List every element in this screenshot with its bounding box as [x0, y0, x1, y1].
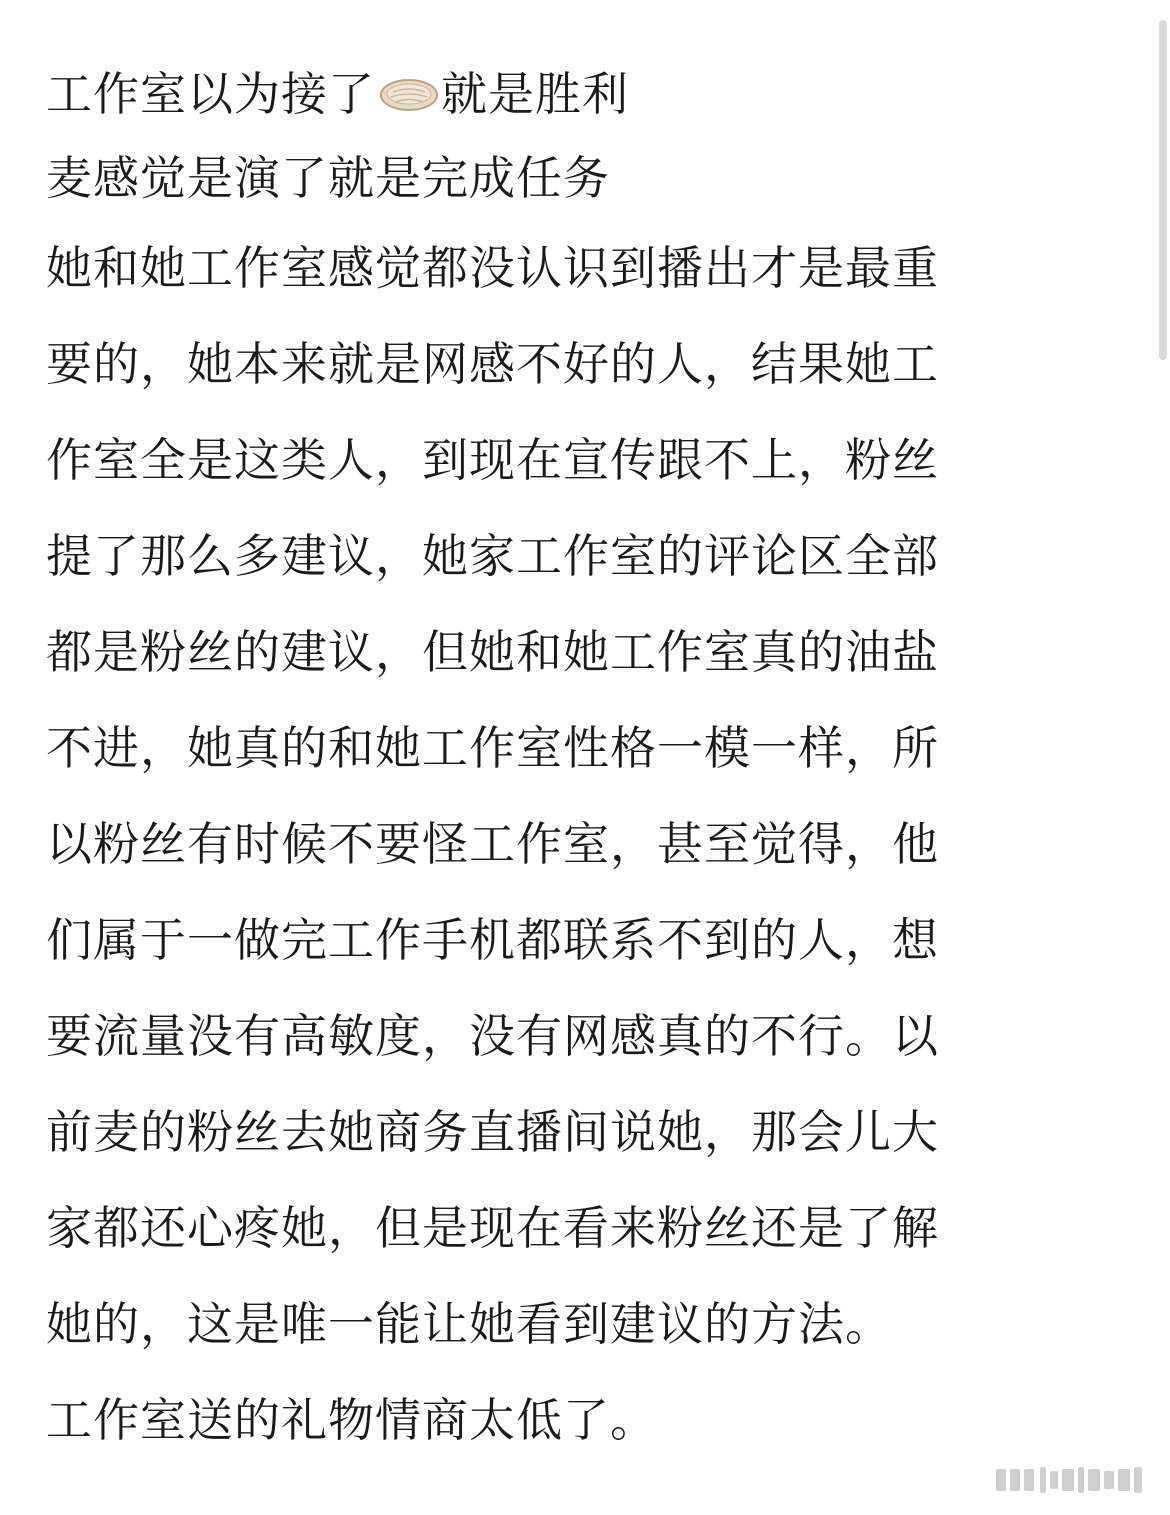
post-line: 她的，这是唯一能让她看到建议的方法。 [46, 1297, 892, 1351]
post-line-text: 就是胜利 [441, 67, 629, 121]
post-line: 工作室送的礼物情商太低了。 [46, 1393, 657, 1447]
post-line: 都是粉丝的建议，但她和她工作室真的油盐 [46, 625, 939, 679]
post-body [46, 58, 1096, 1468]
scroll-thumb[interactable] [1159, 20, 1167, 360]
post-line: 们属于一做完工作手机都联系不到的人，想 [46, 913, 939, 967]
post-line: 作室全是这类人，到现在宣传跟不上，粉丝 [46, 433, 939, 487]
post-line: 不进，她真的和她工作室性格一模一样，所 [46, 721, 939, 775]
post-line: 前麦的粉丝去她商务直播间说她，那会儿大 [46, 1105, 939, 1159]
post-line: 家都还心疼她，但是现在看来粉丝还是了解 [46, 1201, 939, 1255]
post-line [46, 58, 1096, 130]
post-line: 以粉丝有时候不要怪工作室，甚至觉得，他 [46, 817, 939, 871]
pancake-icon [379, 78, 439, 112]
post-line: 提了那么多建议，她家工作室的评论区全部 [46, 529, 939, 583]
post-line-text: 工作室以为接了 [46, 67, 375, 121]
scrollbar[interactable] [1156, 0, 1170, 1515]
post-line: 麦感觉是演了就是完成任务 [46, 151, 610, 205]
post-line: 她和她工作室感觉都没认识到播出才是最重 [46, 241, 939, 295]
weibo-watermark-icon [996, 1463, 1146, 1497]
post-line: 要的，她本来就是网感不好的人，结果她工 [46, 337, 939, 391]
post-line: 要流量没有高敏度，没有网感真的不行。以 [46, 1009, 939, 1063]
